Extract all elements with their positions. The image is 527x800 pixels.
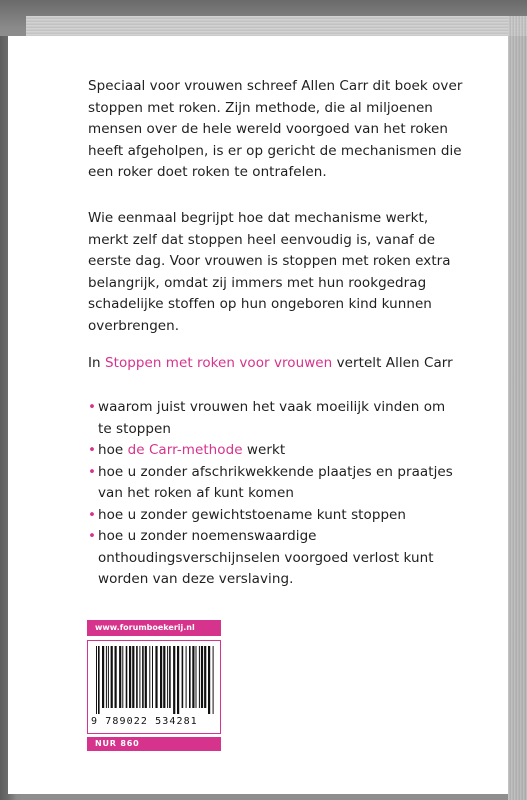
- barcode-bar: [199, 646, 200, 708]
- bullet-line: • waarom juist vrouwen het vaak moeilijk vinden om: [98, 399, 446, 415]
- bullet-item: [88, 462, 508, 505]
- barcode-bar: [160, 646, 162, 708]
- intro-prefix: In: [88, 355, 105, 371]
- blurb-line: Wie eenmaal begrijpt hoe dat mechanisme werkt,: [88, 210, 429, 226]
- bullet-item: [88, 440, 508, 462]
- barcode-bar: [163, 646, 165, 708]
- barcode-bar: [139, 646, 140, 708]
- bullet-item: [88, 505, 508, 527]
- barcode-bar: [142, 646, 144, 708]
- bullet-line: • hoe u zonder noemenswaardige: [98, 528, 317, 544]
- bullet-line: • hoe u zonder afschrikwekkende plaatjes en praatjes: [98, 463, 453, 480]
- isbn-barcode: [87, 640, 221, 734]
- barcode-bar: [111, 646, 113, 708]
- bullet-line: worden van deze verslaving.: [98, 571, 294, 587]
- barcode-bar: [129, 646, 131, 708]
- barcode-bar: [98, 646, 100, 714]
- bullet-prefix: hoe: [98, 442, 128, 458]
- barcode-bar: [115, 646, 117, 708]
- barcode-bar: [136, 646, 138, 708]
- barcode-bar: [126, 646, 128, 708]
- barcode-bar: [182, 646, 184, 708]
- blurb-line: merkt zelf dat stoppen heel eenvoudig is, vanaf de: [88, 231, 436, 248]
- barcode-bar: [152, 646, 153, 708]
- bullet-list: [88, 397, 508, 591]
- blurb-line: stoppen met roken. Zijn methode, die al miljoenen: [88, 99, 433, 116]
- barcode-bar: [204, 646, 206, 708]
- blurb-line: mensen over de hele wereld voorgoed van het roken: [88, 121, 449, 137]
- page-block-top-edge: [26, 16, 527, 36]
- barcode-bar: [122, 646, 123, 708]
- barcode-bar: [169, 646, 171, 708]
- barcode-bar: [102, 646, 104, 708]
- bullet-item: [88, 526, 508, 591]
- intro-line: [88, 353, 508, 375]
- blurb-line: overbrengen.: [88, 317, 180, 334]
- barcode-bar: [173, 646, 175, 714]
- barcode-bar: [145, 646, 147, 708]
- barcode-bar: [186, 646, 187, 708]
- barcode-bar: [196, 646, 197, 708]
- bullet-suffix: werkt: [242, 442, 286, 458]
- barcode-bar: [149, 646, 150, 708]
- blurb-line: schadelijke stoffen op hun ongeboren kind kunnen: [88, 296, 432, 312]
- bullet-line: te stoppen: [98, 420, 171, 437]
- barcode-bar: [167, 646, 168, 708]
- isbn-digits: 9 789022 534281: [91, 716, 198, 727]
- barcode-bar: [106, 646, 107, 708]
- barcode-bar: [132, 646, 134, 708]
- bullet-line: onthoudingsverschijnselen voorgoed verlost kunt: [98, 549, 434, 566]
- book-title-highlight: Stoppen met roken voor vrouwen: [104, 355, 333, 371]
- barcode-bar: [189, 646, 191, 708]
- barcode-bar: [155, 646, 157, 708]
- barcode-bar: [208, 646, 210, 714]
- blurb-line: een roker doet roken te ontrafelen.: [88, 164, 327, 180]
- barcode-bar: [213, 646, 214, 714]
- bullet-line: • hoe u zonder gewichtstoename kunt stoppen: [98, 506, 407, 523]
- barcode-bar: [119, 646, 121, 708]
- intro-suffix: vertelt Allen Carr: [332, 355, 453, 371]
- blurb-line: eerste dag. Voor vrouwen is stoppen met roken extra: [88, 253, 451, 269]
- barcode-bar: [96, 646, 97, 714]
- nur-code-label: NUR 860: [87, 737, 221, 751]
- barcode-bars: [94, 646, 216, 714]
- barcode-bar: [108, 646, 109, 708]
- page-block-side-edge: [508, 16, 527, 800]
- barcode-bar: [177, 646, 179, 714]
- bullet-item: [88, 397, 508, 440]
- blurb-paragraph-1: [88, 76, 508, 184]
- barcode-bar: [192, 646, 194, 708]
- blurb-line: heeft afgeholpen, is er op gericht de mechanismen die: [88, 142, 462, 159]
- blurb-line: Speciaal voor vrouwen schreef Allen Carr dit boek over: [88, 78, 463, 94]
- blurb-line: belangrijk, omdat zij immers met hun rookgedrag: [88, 274, 427, 291]
- barcode-bar: [201, 646, 203, 708]
- blurb-paragraph-2: [88, 208, 508, 337]
- bullet-line: van het roken af kunt komen: [98, 485, 294, 501]
- method-highlight: de Carr-methode: [127, 442, 243, 458]
- publisher-website-label: www.forumboekerij.nl: [87, 620, 221, 636]
